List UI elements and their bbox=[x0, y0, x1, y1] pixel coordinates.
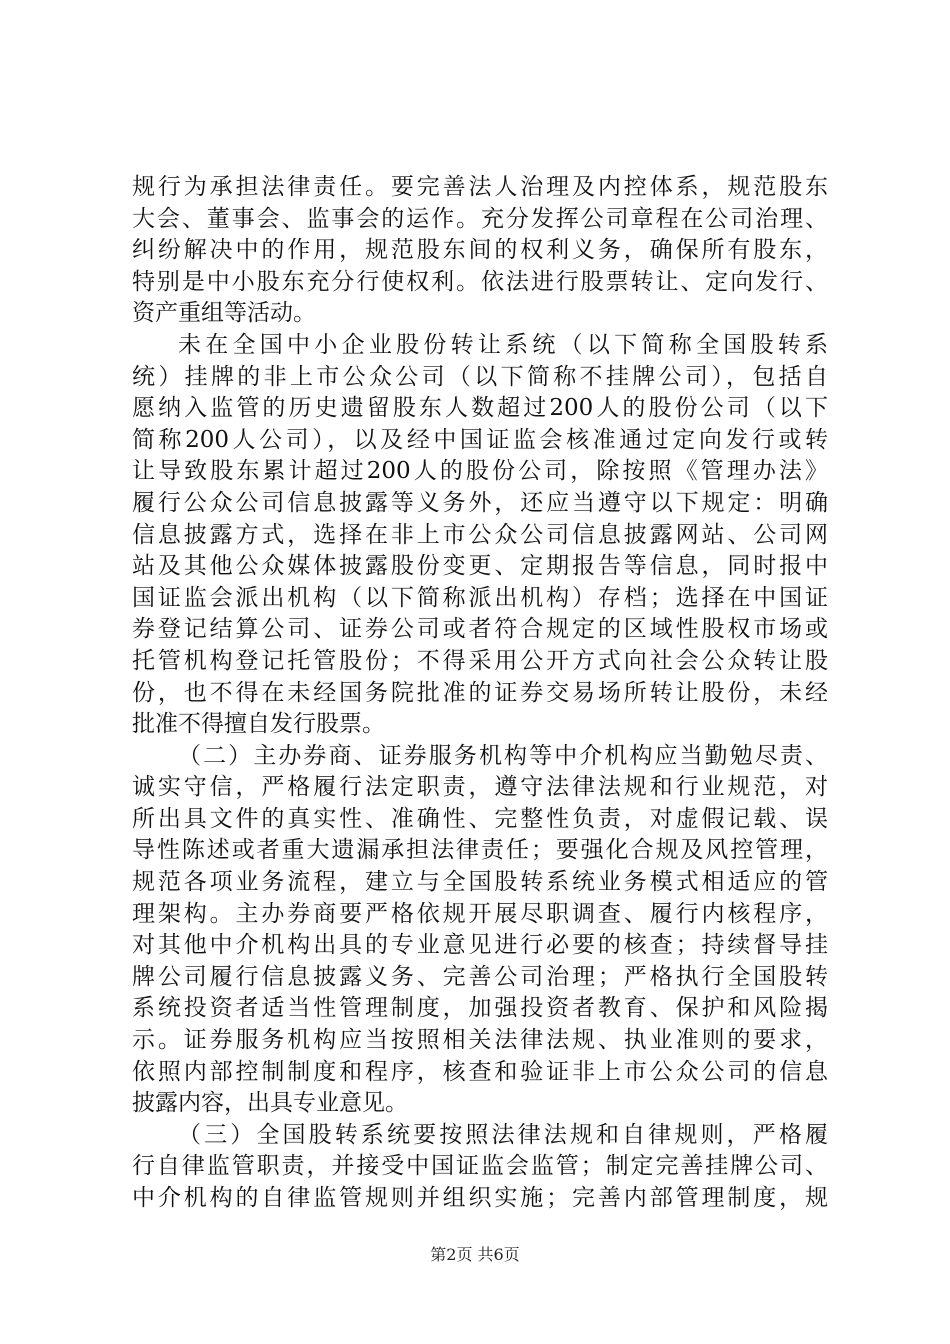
text-line: 理架构。主办券商要严格依规开展尽职调查、履行内核程序， bbox=[132, 900, 828, 927]
paragraph-first-line: （二）主办券商、证券服务机构等中介机构应当勤勉尽责、 bbox=[178, 742, 828, 769]
text-line: 信息披露方式，选择在非上市公众公司信息披露网站、公司网 bbox=[132, 521, 828, 548]
document-body bbox=[132, 172, 828, 1215]
text-line: 国证监会派出机构（以下简称派出机构）存档；选择在中国证 bbox=[132, 584, 828, 611]
paragraph-first-line: 未在全国中小企业股份转让系统（以下简称全国股转系 bbox=[178, 331, 828, 358]
text-line: 纠纷解决中的作用，规范股东间的权利义务，确保所有股东， bbox=[132, 237, 828, 264]
text-line: 让导致股东累计超过200人的股份公司，除按照《管理办法》 bbox=[132, 458, 828, 485]
page-number-footer: 第2页 共6页 bbox=[430, 1245, 520, 1264]
text-line: 规行为承担法律责任。要完善法人治理及内控体系，规范股东 bbox=[132, 174, 828, 200]
text-line: 批准不得擅自发行股票。 bbox=[132, 711, 385, 738]
text-line: 系统投资者适当性管理制度，加强投资者教育、保护和风险揭 bbox=[132, 995, 828, 1022]
text-line: 大会、董事会、监事会的运作。充分发挥公司章程在公司治理、 bbox=[132, 205, 828, 232]
text-line: 示。证券服务机构应当按照相关法律法规、执业准则的要求， bbox=[132, 1027, 828, 1054]
text-line: 愿纳入监管的历史遗留股东人数超过200人的股份公司（以下 bbox=[132, 395, 828, 422]
text-line: 资产重组等活动。 bbox=[132, 300, 316, 327]
text-line: 牌公司履行信息披露义务、完善公司治理；严格执行全国股转 bbox=[132, 963, 828, 990]
text-line: 规范各项业务流程，建立与全国股转系统业务模式相适应的管 bbox=[132, 869, 828, 896]
text-line: 份，也不得在未经国务院批准的证券交易场所转让股份，未经 bbox=[132, 679, 828, 706]
text-line: 托管机构登记托管股份；不得采用公开方式向社会公众转让股 bbox=[132, 647, 828, 674]
text-line: 统）挂牌的非上市公众公司（以下简称不挂牌公司），包括自 bbox=[132, 363, 828, 390]
text-line: 对其他中介机构出具的专业意见进行必要的核查；持续督导挂 bbox=[132, 932, 828, 959]
text-line: 所出具文件的真实性、准确性、完整性负责，对虚假记载、误 bbox=[132, 805, 828, 832]
text-line: 中介机构的自律监管规则并组织实施；完善内部管理制度，规 bbox=[132, 1185, 828, 1211]
text-line: 依照内部控制制度和程序，核查和验证非上市公众公司的信息 bbox=[132, 1058, 828, 1085]
text-line: 披露内容，出具专业意见。 bbox=[132, 1090, 408, 1117]
text-line: 特别是中小股东充分行使权利。依法进行股票转让、定向发行、 bbox=[132, 268, 828, 295]
paragraph-first-line: （三）全国股转系统要按照法律法规和自律规则，严格履 bbox=[178, 1121, 828, 1148]
text-line: 导性陈述或者重大遗漏承担法律责任；要强化合规及风控管理， bbox=[132, 837, 828, 864]
text-line: 券登记结算公司、证券公司或者符合规定的区域性股权市场或 bbox=[132, 616, 828, 643]
text-line: 简称200人公司），以及经中国证监会核准通过定向发行或转 bbox=[132, 426, 828, 453]
text-line: 诚实守信，严格履行法定职责，遵守法律法规和行业规范，对 bbox=[132, 774, 828, 801]
text-line: 站及其他公众媒体披露股份变更、定期报告等信息，同时报中 bbox=[132, 553, 828, 580]
text-line: 履行公众公司信息披露等义务外，还应当遵守以下规定：明确 bbox=[132, 489, 828, 516]
text-line: 行自律监管职责，并接受中国证监会监管；制定完善挂牌公司、 bbox=[132, 1153, 828, 1180]
